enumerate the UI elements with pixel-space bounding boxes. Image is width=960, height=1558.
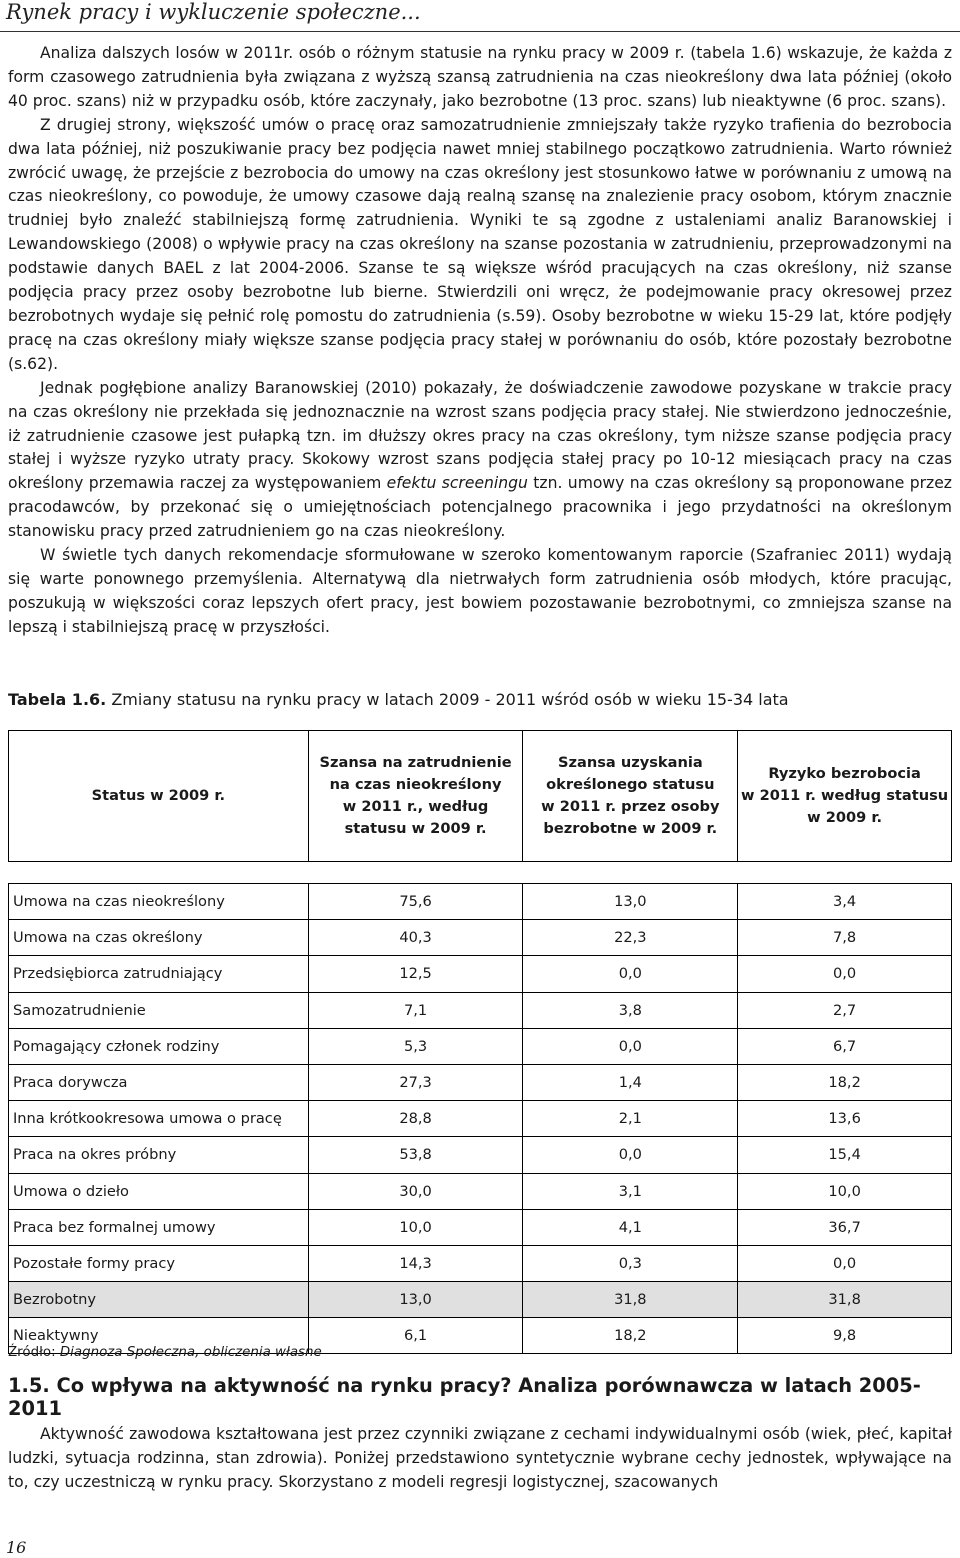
header-rule [0,31,960,32]
table-row [9,884,952,920]
table-caption-text: Zmiany statusu na rynku pracy w latach 2009 - 2011 wśród osób w wieku 15-34 lata [106,690,789,709]
value-cell: 18,2 [738,1064,952,1100]
table-row [9,1173,952,1209]
status-cell: Bezrobotny [9,1282,309,1318]
header-line: określonego statusu [546,776,715,793]
value-cell: 0,0 [523,956,738,992]
table-source [8,1345,322,1360]
section-heading: 1.5. Co wpływa na aktywność na rynku pracy? Analiza porównawcza w latach 2005-2011 [8,1374,921,1420]
spacer-cell [9,862,952,884]
value-cell: 3,8 [523,992,738,1028]
value-cell: 3,4 [738,884,952,920]
table-caption-label: Tabela 1.6. [8,690,107,709]
table-row [9,956,952,992]
source-label: Źródło: [8,1345,60,1360]
status-cell: Praca na okres próbny [9,1137,309,1173]
value-cell: 36,7 [738,1209,952,1245]
paragraph-4: W świetle tych danych rekomendacje sformułowane w szeroko komentowanym raporcie (Szafraniec 2011) wydają się warte ponownego przemyślenia. Alternatywą dla nietrwałych form zatrudnienia osób młodych, które pracując, poszukują w większości coraz lepszych ofert pracy, jest bowiem pozostawanie bezrobotnymi, co zmniejsza szanse na lepszą i stabilniejszą pracę w przyszłości. [8,546,952,636]
header-line: w 2011 r. przez osoby [541,798,720,815]
value-cell: 0,0 [738,956,952,992]
header-line: bezrobotne w 2009 r. [543,820,718,837]
paragraph-3-end: tzn. umowy na czas określony są proponowane przez pracodawców, by przekonać się o umiejętnościach potencjalnego pracownika i jego przydatności na określonym stanowisku pracy przed zatrudnieniem go na czas nieokreślony. [8,474,952,541]
value-cell: 2,1 [523,1101,738,1137]
value-cell: 75,6 [308,884,523,920]
table-caption [8,690,789,709]
table-row [9,992,952,1028]
table-row [9,920,952,956]
paragraph-3-start: Jednak pogłębione analizy Baranowskiej (2010) pokazały, że doświadczenie zawodowe pozyskane w trakcie pracy na czas określony nie przekłada się jednoznacznie na wzrost szans podjęcia pracy stałej. Nie stwierdzono jednocześnie, iż zatrudnienie czasowe jest pułapką tzn. im dłuższy okres pracy na czas określony, tym niższe szanse podjęcia pracy stałej i wyższe ryzyko utraty pracy. Skokowy wzrost szans podjęcia stałej pracy po 10-12 miesiącach pracy na czas określony przemawia raczej za występowaniem [8,378,952,493]
value-cell: 3,1 [523,1173,738,1209]
header-line: w 2009 r. [807,809,883,826]
table-row [9,1101,952,1137]
header-chance-unemployed [523,731,738,862]
header-line: w 2011 r., według [342,798,489,815]
value-cell: 0,0 [523,1028,738,1064]
table-row [9,1209,952,1245]
status-cell: Pozostałe formy pracy [9,1245,309,1281]
header-line: Ryzyko bezrobocia [768,765,921,782]
value-cell: 13,0 [523,884,738,920]
value-cell: 10,0 [738,1173,952,1209]
value-cell: 31,8 [738,1282,952,1318]
status-cell: Umowa na czas nieokreślony [9,884,309,920]
header-risk-unemployment [738,731,952,862]
value-cell: 13,6 [738,1101,952,1137]
value-cell: 28,8 [308,1101,523,1137]
body-text [8,42,952,640]
value-cell: 7,1 [308,992,523,1028]
table-spacer-row [9,862,952,884]
value-cell: 1,4 [523,1064,738,1100]
value-cell: 2,7 [738,992,952,1028]
table-row [9,1064,952,1100]
paragraph-1: Analiza dalszych losów w 2011r. osób o różnym statusie na rynku pracy w 2009 r. (tabela 1.6) wskazuje, że każda z form czasowego zatrudnienia była związana z wyższą szansą zatrudnienia na czas nieokreślony dwa lata później (około 40 proc. szans) niż w przypadku osób, które zaczynały, jako bezrobotne (13 proc. szans) lub nieaktywne (6 proc. szans). [8,44,952,110]
status-cell: Przedsiębiorca zatrudniający [9,956,309,992]
value-cell: 10,0 [308,1209,523,1245]
section-text [8,1423,952,1495]
header-line: Status w 2009 r. [91,787,226,804]
value-cell: 18,2 [523,1318,738,1354]
header-chance-permanent [308,731,523,862]
running-head: Rynek pracy i wykluczenie społeczne... [6,0,421,24]
value-cell: 6,1 [308,1318,523,1354]
table-row [9,1245,952,1281]
section-paragraph: Aktywność zawodowa kształtowana jest przez czynniki związane z cechami indywidualnymi osób (wiek, płeć, kapitał ludzki, sytuacja rodzinna, stan zdrowia). Poniżej przedstawiono syntetycznie wybrane cechy jednostek, wpływające na to, czy uczestniczą w rynku pracy. Skorzystano z modeli regresji logistycznej, szacowanych [8,1425,952,1491]
header-line: Szansa uzyskania [557,754,703,771]
value-cell: 15,4 [738,1137,952,1173]
status-cell: Inna krótkookresowa umowa o pracę [9,1101,309,1137]
paragraph-3 [8,377,952,544]
table-row [9,1282,952,1318]
value-cell: 5,3 [308,1028,523,1064]
page-number: 16 [6,1538,27,1557]
paragraph-2: Z drugiej strony, większość umów o pracę oraz samozatrudnienie zmniejszały także ryzyko trafienia do bezrobocia dwa lata później, niż poszukiwanie pracy bez podjęcia nawet mniej stabilnego początkowo zatrudnienia. Warto również zwrócić uwagę, że przejście z bezrobocia do umowy na czas określony jest stosunkowo łatwe w porównaniu z umową na czas nieokreślony, co powoduje, że umowy czasowe dają realną szansę na znalezienie pracy osobom, którym znacznie trudniej było znaleźć stabilniejszą formę zatrudnienia. Wyniki te są zgodne z ustaleniami analiz Baranowskiej i Lewandowskiego (2008) o wpływie pracy na czas określony na szanse pozostania w zatrudnieniu, przeprowadzonymi na podstawie danych BAEL z lat 2004-2006. Szanse te są większe wśród pracujących na czas określony, niż szanse podjęcia pracy przez osoby bezrobotne lub bierne. Stwierdzili oni wręcz, że podejmowanie pracy okresowej przez bezrobotnych wydaje się pełnić rolę pomostu do zatrudnienia (s.59). Osoby bezrobotne w wieku 15-29 lat, które podjęły pracę na czas określony miały większe szanse podjęcia pracy stałej w porównaniu do osób, które pozostały bezrobotne (s.62). [8,115,952,373]
header-line: statusu w 2009 r. [344,820,487,837]
header-line: Szansa na zatrudnienie [319,754,512,771]
status-table [8,730,952,1354]
value-cell: 4,1 [523,1209,738,1245]
status-cell: Samozatrudnienie [9,992,309,1028]
table-row [9,1137,952,1173]
value-cell: 53,8 [308,1137,523,1173]
value-cell: 31,8 [523,1282,738,1318]
value-cell: 30,0 [308,1173,523,1209]
value-cell: 6,7 [738,1028,952,1064]
value-cell: 22,3 [523,920,738,956]
paragraph-3-italic: efektu screeningu [386,474,528,493]
source-text: Diagnoza Społeczna, obliczenia własne [59,1345,322,1360]
table-header-row [9,731,952,862]
table-row [9,1028,952,1064]
value-cell: 27,3 [308,1064,523,1100]
status-cell: Nieaktywny [9,1318,309,1354]
header-status [9,731,309,862]
value-cell: 40,3 [308,920,523,956]
value-cell: 12,5 [308,956,523,992]
header-line: na czas nieokreślony [329,776,502,793]
status-cell: Umowa o dzieło [9,1173,309,1209]
value-cell: 7,8 [738,920,952,956]
value-cell: 0,0 [738,1245,952,1281]
value-cell: 9,8 [738,1318,952,1354]
value-cell: 14,3 [308,1245,523,1281]
value-cell: 13,0 [308,1282,523,1318]
status-cell: Umowa na czas określony [9,920,309,956]
value-cell: 0,3 [523,1245,738,1281]
status-cell: Praca bez formalnej umowy [9,1209,309,1245]
status-cell: Pomagający członek rodziny [9,1028,309,1064]
status-cell: Praca dorywcza [9,1064,309,1100]
header-line: w 2011 r. według statusu [741,787,949,804]
value-cell: 0,0 [523,1137,738,1173]
